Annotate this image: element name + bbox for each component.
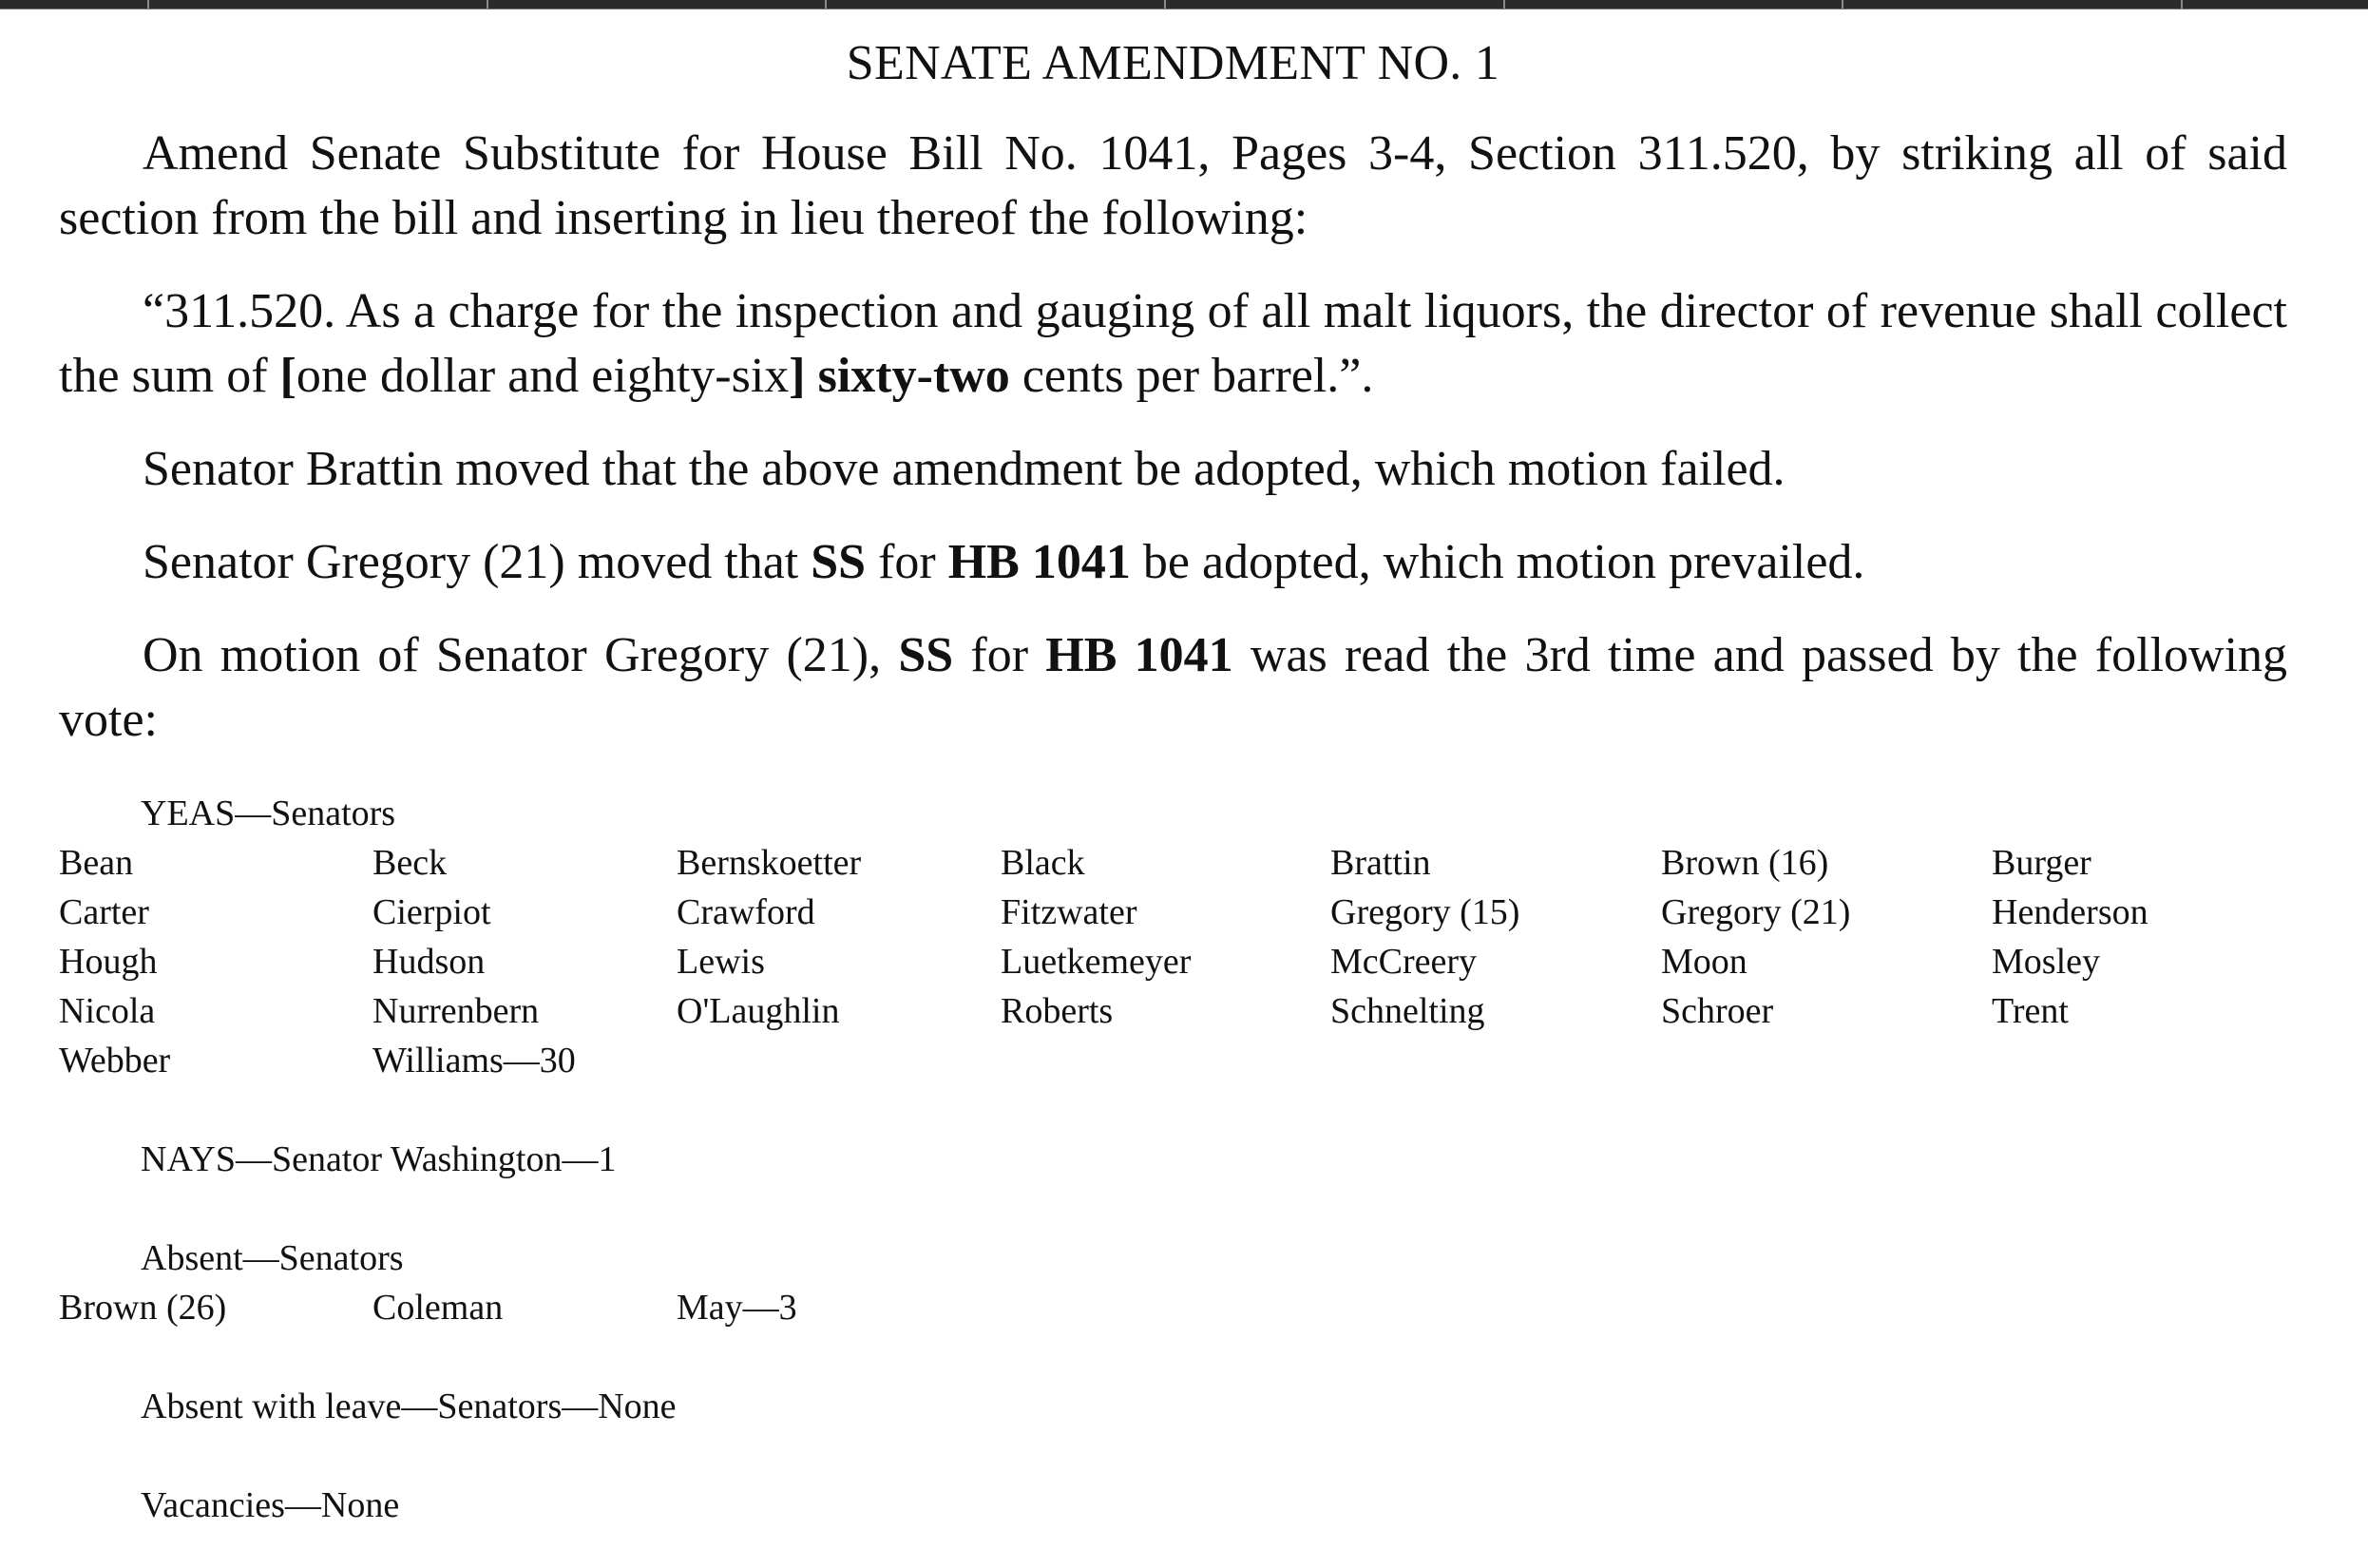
senator-name: Brown (16) xyxy=(1661,843,1829,883)
inserted-text: sixty-two xyxy=(805,349,1010,403)
bill-number: HB 1041 xyxy=(947,535,1131,589)
senator-name: Williams—30 xyxy=(372,1041,576,1080)
bill-substitute-abbrev: SS xyxy=(811,535,867,589)
motion-prevailed-paragraph xyxy=(59,530,2287,595)
vacancies-label: Vacancies—None xyxy=(141,1485,400,1525)
motion-text: On motion of Senator Gregory (21), xyxy=(143,628,899,682)
senator-name: Gregory (21) xyxy=(1661,892,1851,932)
absent-with-leave-label: Absent with leave—Senators—None xyxy=(141,1386,677,1426)
senator-name: Gregory (15) xyxy=(1330,892,1520,932)
document-page xyxy=(59,29,2287,1530)
yeas-names-grid xyxy=(59,838,2287,1085)
senator-name: Trent xyxy=(1992,991,2069,1031)
top-toolbar-strip xyxy=(0,0,2368,10)
senator-name: Nicola xyxy=(59,991,156,1031)
senator-name: Luetkemeyer xyxy=(1001,942,1192,982)
senator-name: Webber xyxy=(59,1041,171,1080)
absent-names-grid xyxy=(59,1283,2287,1332)
toolbar-divider xyxy=(1842,0,1843,9)
statute-text: “311.520. As a charge for the inspection and gauging of all malt liquors, the director of revenue shall collect the sum of xyxy=(59,284,2287,403)
senator-name: Mosley xyxy=(1992,942,2100,982)
bracket-open: [ xyxy=(279,349,296,403)
senator-name: Bean xyxy=(59,843,134,883)
senator-name: Schroer xyxy=(1661,991,1774,1031)
senator-name: Fitzwater xyxy=(1001,892,1137,932)
toolbar-divider xyxy=(147,0,149,9)
senator-name: Coleman xyxy=(372,1288,504,1328)
senator-name: Hudson xyxy=(372,942,486,982)
senator-name: Burger xyxy=(1992,843,2091,883)
struck-text: one dollar and eighty-six xyxy=(296,349,790,403)
toolbar-divider xyxy=(487,0,488,9)
senator-name: Black xyxy=(1001,843,1085,883)
senator-name: May—3 xyxy=(677,1288,797,1328)
senator-name: Bernskoetter xyxy=(677,843,862,883)
amendment-heading: SENATE AMENDMENT NO. 1 xyxy=(846,36,1500,90)
senator-name: O'Laughlin xyxy=(677,991,840,1031)
toolbar-divider xyxy=(1164,0,1166,9)
motion-text: Senator Gregory (21) moved that xyxy=(143,535,812,589)
bill-number: HB 1041 xyxy=(1045,628,1233,682)
senator-name: Beck xyxy=(372,843,448,883)
amendment-instruction-paragraph: Amend Senate Substitute for House Bill No. 1041, Pages 3-4, Section 311.520, by striking all of said section from the bill and inserting in lieu thereof the following: xyxy=(59,126,2287,245)
senator-name: Henderson xyxy=(1992,892,2148,932)
toolbar-divider xyxy=(2181,0,2183,9)
motion-failed-paragraph: Senator Brattin moved that the above amendment be adopted, which motion failed. xyxy=(143,442,1786,496)
senator-name: Nurrenbern xyxy=(372,991,540,1031)
toolbar-divider xyxy=(1503,0,1505,9)
yeas-label: YEAS—Senators xyxy=(141,794,396,833)
senator-name: Brattin xyxy=(1330,843,1431,883)
senator-name: Hough xyxy=(59,942,158,982)
senator-name: Roberts xyxy=(1001,991,1114,1031)
bracket-close: ] xyxy=(789,349,806,403)
senator-name: McCreery xyxy=(1330,942,1478,982)
senator-name: Brown (26) xyxy=(59,1288,227,1328)
roll-call-vote xyxy=(59,789,2287,1530)
statute-text-end: cents per barrel.”. xyxy=(1009,349,1374,403)
senator-name: Cierpiot xyxy=(372,892,491,932)
absent-label: Absent—Senators xyxy=(141,1238,404,1278)
motion-text: was read the 3rd time and passed by the following vote: xyxy=(59,628,2288,747)
senator-name: Moon xyxy=(1661,942,1747,982)
senator-name: Schnelting xyxy=(1330,991,1485,1031)
senator-name: Crawford xyxy=(677,892,815,932)
third-reading-paragraph xyxy=(59,623,2287,753)
statute-text-paragraph xyxy=(59,279,2287,409)
bill-substitute-abbrev: SS xyxy=(898,628,954,682)
motion-text: for xyxy=(866,535,948,589)
nays-label: NAYS—Senator Washington—1 xyxy=(141,1139,617,1179)
senator-name: Lewis xyxy=(677,942,765,982)
senator-name: Carter xyxy=(59,892,149,932)
motion-text: be adopted, which motion prevailed. xyxy=(1130,535,1865,589)
toolbar-divider xyxy=(825,0,827,9)
motion-text: for xyxy=(953,628,1046,682)
